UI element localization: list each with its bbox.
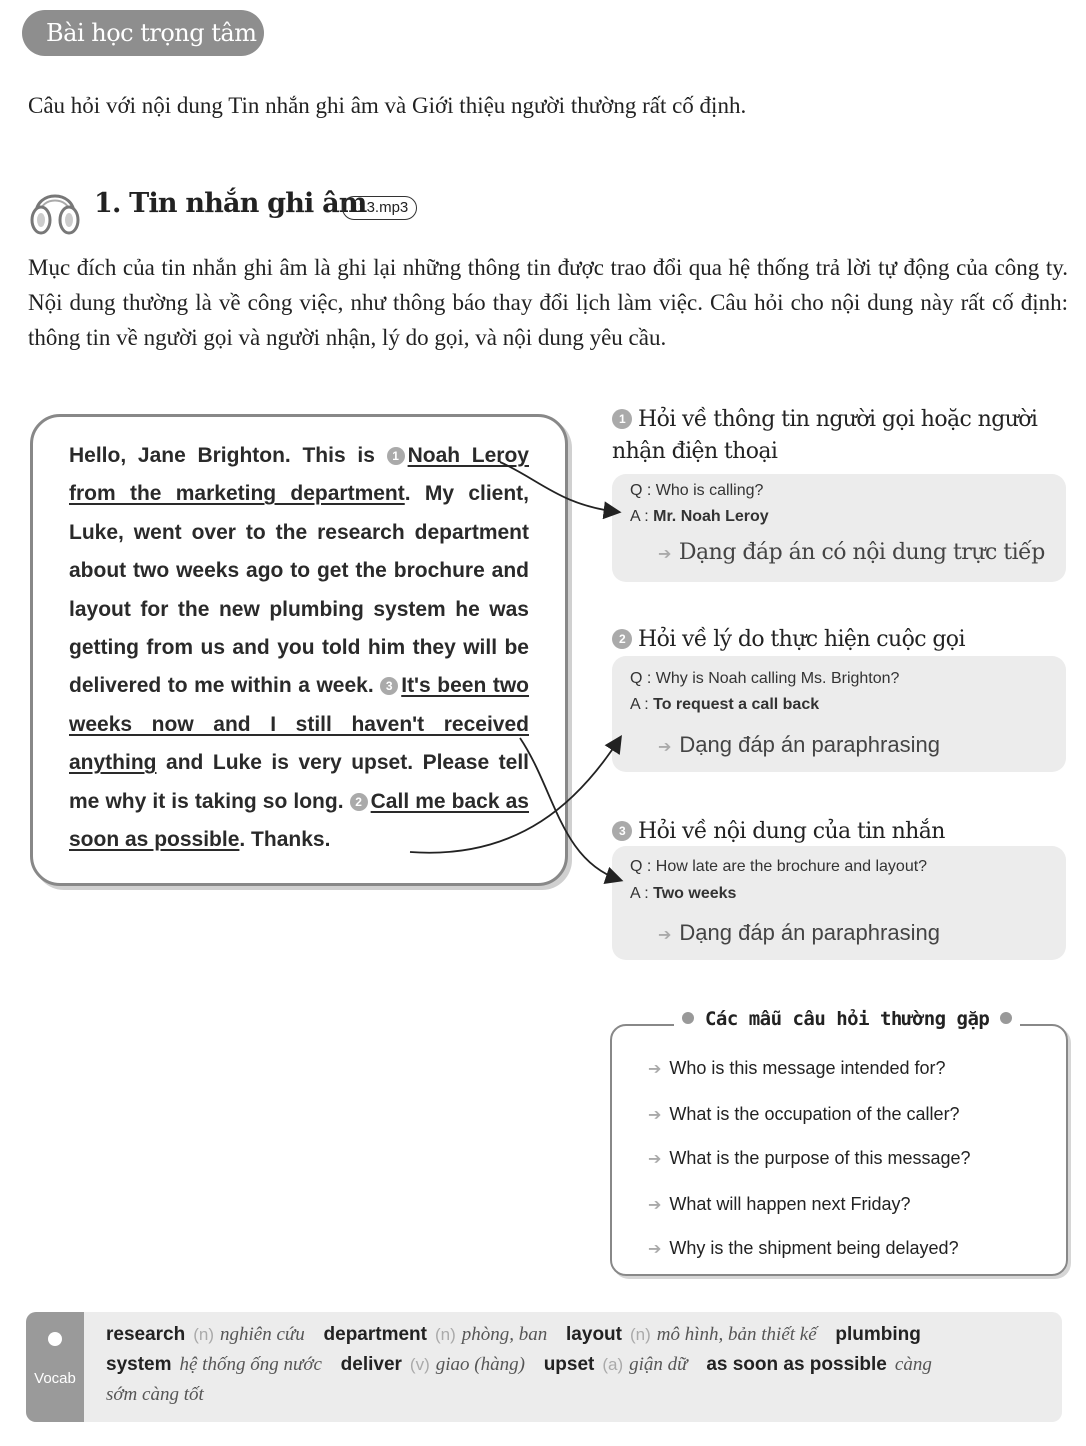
vocab-meaning: càng (894, 1354, 932, 1375)
vocab-pos: (n) (435, 1325, 456, 1344)
common-questions-title-text: Các mẫu câu hỏi thường gặp (704, 1008, 990, 1030)
arrow-reason-to-q2 (410, 738, 620, 853)
qa-answer-text: To request a call back (653, 696, 820, 713)
vocab-word: research (106, 1324, 186, 1345)
section-description: Mục đích của tin nhắn ghi âm là ghi lại những thông tin được trao đổi qua hệ thống trả lời tự động của công ty. Nội dung thường là về công việc, như thông báo thay đổi lịch làm việc. Câu hỏi cho nội dung này rất cố định: thông tin về người gọi và người nhận, lý do gọi, và nội dung yêu cầu. (28, 255, 1068, 350)
answer-type-text: Dạng đáp án paraphrasing (679, 732, 940, 757)
question-heading-text: Hỏi về lý do thực hiện cuộc gọi (638, 627, 965, 652)
audio-file-badge[interactable]: 113.mp3 (342, 196, 417, 220)
qa-answer-prefix: A : (630, 885, 654, 902)
marker-3: 3 (380, 677, 398, 695)
vocab-word: system (106, 1354, 172, 1375)
common-question-text: What will happen next Friday? (669, 1194, 911, 1214)
arrow-right-icon: ➔ (658, 739, 672, 756)
vocab-meaning: mô hình, bản thiết kế (656, 1324, 817, 1345)
transcript-text: Hello, Jane Brighton. This is (69, 444, 387, 467)
intro-text: Câu hỏi với nội dung Tin nhắn ghi âm và Giới thiệu người thường rất cố định. (28, 93, 747, 118)
transcript-text: . My client, Luke, went over to the research department about two weeks ago to get the brochure and layout for the new plumbing system he was getting from us and you told him they will be delivered to me within a week. (69, 482, 530, 698)
vocab-line (106, 1320, 929, 1350)
vocab-label (26, 1312, 84, 1422)
vocab-meaning: sớm càng tốt (106, 1384, 204, 1405)
highlight-reason: Call me back as soon as possible (69, 789, 529, 852)
vocab-meaning: giận dữ (629, 1354, 688, 1375)
vocab-word: as soon as possible (706, 1354, 887, 1375)
question-heading-text: Hỏi về nội dung của tin nhắn (638, 819, 945, 844)
common-question-text: Why is the shipment being delayed? (669, 1238, 959, 1258)
common-questions-box (610, 1008, 1068, 1276)
section-title: 1. Tin nhắn ghi âm (94, 188, 367, 219)
arrow-right-icon: ➔ (648, 1107, 662, 1124)
common-question-item (648, 1148, 971, 1169)
question-number-1: 1 (612, 409, 632, 429)
marker-1: 1 (387, 447, 405, 465)
common-questions-title (674, 1008, 1020, 1030)
common-question-text: Who is this message intended for? (669, 1058, 946, 1078)
qa-answer-text: Two weeks (653, 885, 737, 902)
question-heading-text: Hỏi về thông tin người gọi hoặc người nhận điện thoại (612, 407, 1038, 464)
vocab-line (106, 1380, 218, 1410)
qa-question: Q : Why is Noah calling Ms. Brighton? (630, 670, 900, 687)
highlight-content: It's been two weeks now and I still haven't received anything (69, 674, 530, 775)
transcript-text: and Luke is very upset. Please tell me why it is taking so long. (69, 751, 529, 813)
arrow-right-icon: ➔ (648, 1241, 662, 1258)
arrow-right-icon: ➔ (658, 927, 672, 944)
vocab-word: layout (566, 1324, 622, 1345)
vocab-line (106, 1350, 946, 1380)
vocab-meaning: hệ thống ống nước (179, 1354, 322, 1375)
arrow-right-icon: ➔ (658, 544, 671, 563)
arrow-right-icon: ➔ (648, 1151, 662, 1168)
qa-answer-text: Mr. Noah Leroy (653, 508, 769, 525)
vocab-meaning: phòng, ban (461, 1324, 548, 1345)
bullet-dot-icon (48, 1332, 62, 1346)
vocab-meaning: nghiên cứu (220, 1324, 305, 1345)
vocab-pos: (n) (629, 1325, 651, 1344)
highlight-caller: Noah Leroy from the marketing department (69, 444, 529, 506)
common-question-item (648, 1104, 960, 1125)
common-question-item (648, 1238, 959, 1259)
qa-question: Q : Who is calling? (630, 482, 764, 499)
answer-type-text: Dạng đáp án có nội dung trực tiếp (678, 540, 1045, 565)
bullet-dot-icon (682, 1012, 694, 1024)
vocab-pos: (n) (193, 1325, 215, 1344)
question-number-3: 3 (612, 821, 632, 841)
vocab-word: upset (543, 1354, 595, 1375)
marker-2: 2 (350, 793, 368, 811)
lesson-header-label: Bài học trọng tâm (46, 19, 257, 47)
transcript-text: . Thanks. (239, 828, 331, 852)
vocab-meaning: giao (hàng) (435, 1354, 525, 1375)
common-question-text: What is the purpose of this message? (669, 1148, 971, 1168)
answer-type-text: Dạng đáp án paraphrasing (679, 920, 940, 945)
common-question-item (648, 1058, 946, 1079)
qa-question: Q : How late are the brochure and layout? (630, 858, 928, 875)
qa-answer-prefix: A : (630, 696, 654, 713)
qa-answer-prefix: A : (630, 508, 654, 525)
common-question-text: What is the occupation of the caller? (669, 1104, 960, 1124)
vocab-word: plumbing (835, 1324, 921, 1345)
common-question-item (648, 1194, 911, 1215)
question-number-2: 2 (612, 629, 632, 649)
arrow-right-icon: ➔ (648, 1197, 662, 1214)
bullet-dot-icon (1000, 1012, 1012, 1024)
vocab-pos: (a) (602, 1355, 624, 1374)
vocab-label-text: Vocab (34, 1370, 76, 1387)
arrow-caller-to-q1 (500, 462, 618, 512)
vocab-word: deliver (340, 1354, 402, 1375)
vocab-pos: (v) (409, 1355, 430, 1374)
vocab-word: department (323, 1324, 427, 1345)
vocab-box (26, 1312, 1062, 1422)
arrow-right-icon: ➔ (648, 1061, 662, 1078)
